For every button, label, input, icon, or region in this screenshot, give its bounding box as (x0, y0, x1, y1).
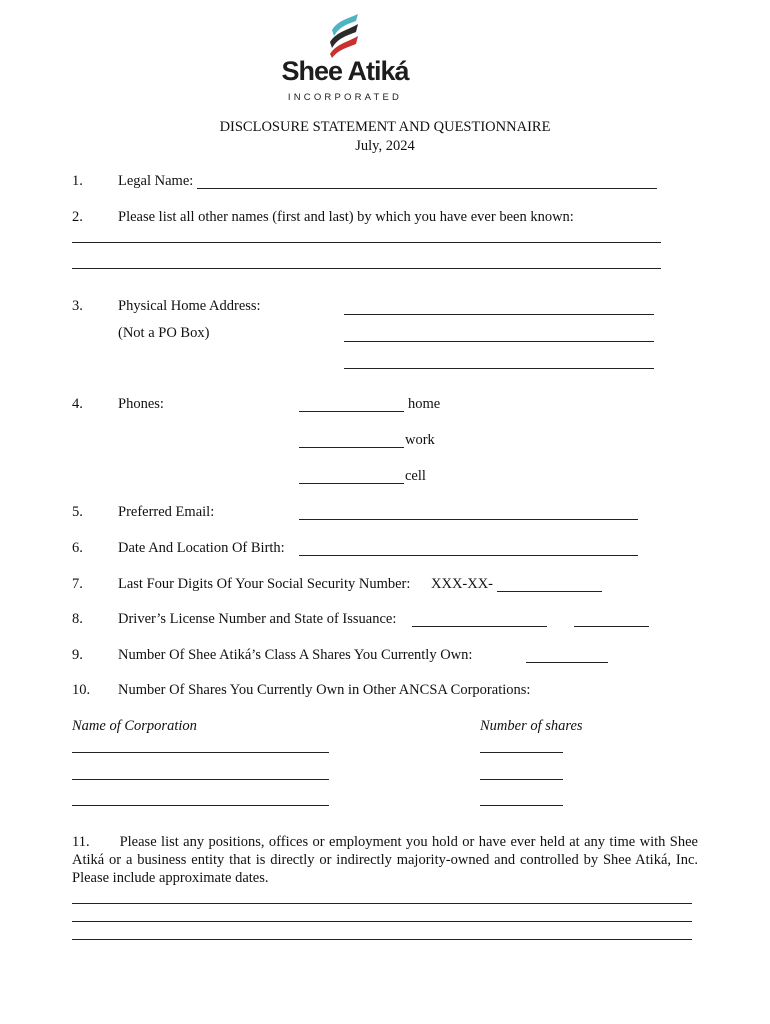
ssn-prefix: XXX-XX- (431, 576, 494, 592)
corporation-field-2[interactable] (72, 779, 329, 780)
q11-number: 11. (72, 834, 90, 850)
address-field-3[interactable] (344, 368, 654, 369)
q6-label: Date And Location Of Birth: (118, 540, 285, 556)
class-a-shares-field[interactable] (526, 662, 608, 663)
q5-number: 5. (72, 504, 83, 520)
corporation-column-header: Name of Corporation (72, 718, 197, 734)
q2-number: 2. (72, 209, 83, 225)
q1-label: Legal Name: (118, 173, 194, 189)
license-number-field[interactable] (412, 626, 547, 627)
q1-number: 1. (72, 173, 83, 189)
legal-name-field[interactable] (197, 188, 657, 189)
positions-field-2[interactable] (72, 921, 692, 922)
logo-wordmark: Shee Atiká (281, 56, 409, 86)
document-title: DISCLOSURE STATEMENT AND QUESTIONNAIRE (219, 119, 551, 135)
corporation-field-1[interactable] (72, 752, 329, 753)
birth-date-location-field[interactable] (299, 555, 638, 556)
q9-number: 9. (72, 647, 83, 663)
shares-column-header: Number of shares (480, 718, 583, 734)
q11-paragraph (72, 833, 698, 887)
address-field-2[interactable] (344, 341, 654, 342)
logo-mark-icon (272, 12, 418, 62)
q10-number: 10. (72, 682, 91, 698)
q3-label: Physical Home Address: (118, 298, 261, 314)
document-date: July, 2024 (355, 138, 415, 154)
work-phone-field[interactable] (299, 447, 404, 448)
corporation-field-3[interactable] (72, 805, 329, 806)
home-phone-field[interactable] (299, 411, 404, 412)
q10-label: Number Of Shares You Currently Own in Other ANCSA Corporations: (118, 682, 531, 698)
license-state-field[interactable] (574, 626, 649, 627)
positions-field-3[interactable] (72, 939, 692, 940)
q4-label: Phones: (118, 396, 164, 412)
other-names-field-1[interactable] (72, 242, 661, 243)
q5-label: Preferred Email: (118, 504, 215, 520)
shares-field-1[interactable] (480, 752, 563, 753)
address-field-1[interactable] (344, 314, 654, 315)
ssn-last-four-field[interactable] (497, 591, 602, 592)
q11-text: Please list any positions, offices or employment you hold or have ever held at any time with Shee Atiká or a business entity that is directly or indirectly majority-owned and controlled by Shee Atiká, Inc. Please include approximate dates. (72, 834, 698, 886)
home-phone-label: home (408, 396, 441, 412)
q7-label: Last Four Digits Of Your Social Security Number: (118, 576, 411, 592)
email-field[interactable] (299, 519, 638, 520)
q4-number: 4. (72, 396, 83, 412)
shares-field-3[interactable] (480, 805, 563, 806)
other-names-field-2[interactable] (72, 268, 661, 269)
cell-phone-field[interactable] (299, 483, 404, 484)
positions-field-1[interactable] (72, 903, 692, 904)
q3-note: (Not a PO Box) (118, 325, 210, 341)
q7-number: 7. (72, 576, 83, 592)
q8-number: 8. (72, 611, 83, 627)
q8-label: Driver’s License Number and State of Issuance: (118, 611, 397, 627)
work-phone-label: work (405, 432, 435, 448)
cell-phone-label: cell (405, 468, 426, 484)
q3-number: 3. (72, 298, 83, 314)
q2-label: Please list all other names (first and last) by which you have ever been known: (118, 209, 574, 225)
q6-number: 6. (72, 540, 83, 556)
q9-label: Number Of Shee Atiká’s Class A Shares You Currently Own: (118, 647, 473, 663)
shares-field-2[interactable] (480, 779, 563, 780)
company-logo (272, 12, 418, 104)
logo-subtitle: INCORPORATED (287, 92, 403, 103)
